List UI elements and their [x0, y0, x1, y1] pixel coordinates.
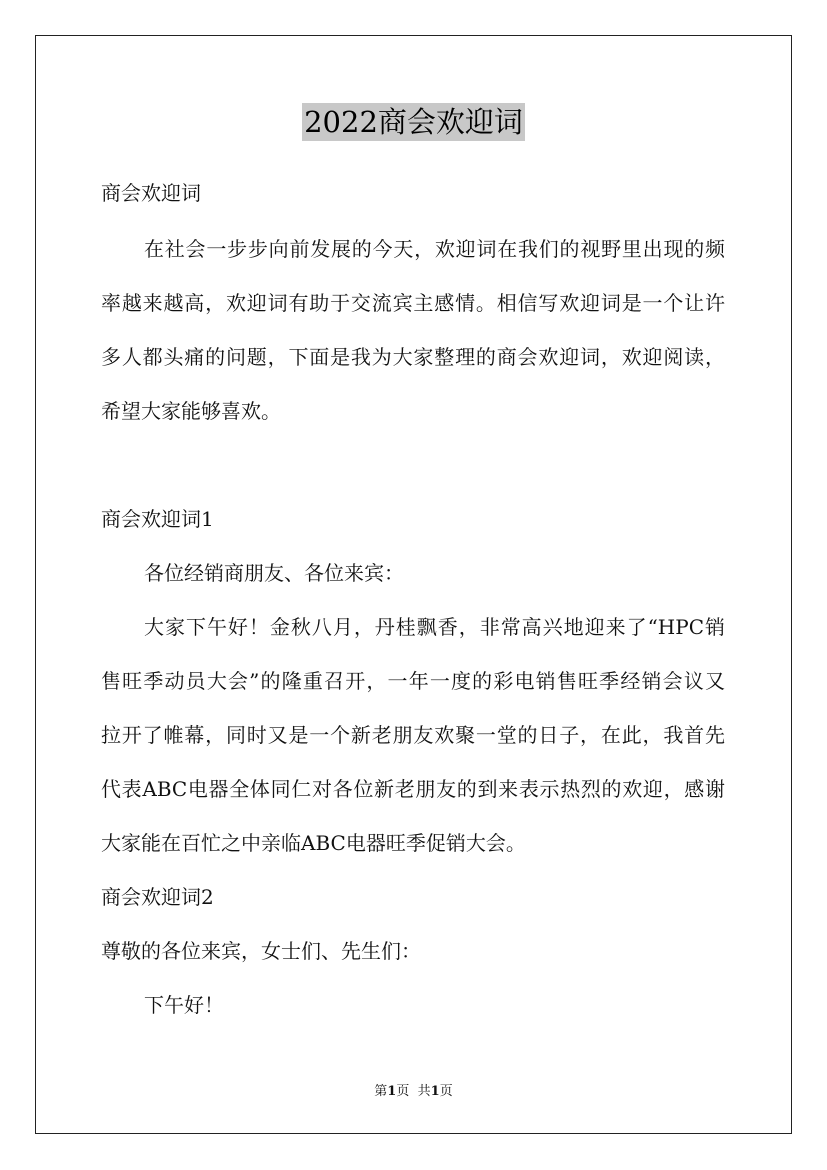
speech-paragraph-line: 大家下午好！金秋八月，丹桂飘香，非常高兴地迎来了“HPC销	[144, 615, 725, 639]
intro-paragraph-line: 多人都头痛的问题，下面是我为大家整理的商会欢迎词，欢迎阅读，	[101, 345, 725, 369]
salutation-1: 各位经销商朋友、各位来宾：	[144, 561, 404, 585]
intro-paragraph-line: 在社会一步步向前发展的今天，欢迎词在我们的视野里出现的频	[144, 237, 725, 261]
document-title: 2022商会欢迎词	[304, 105, 523, 139]
intro-heading: 商会欢迎词	[101, 181, 201, 205]
speech-paragraph-line: 大家能在百忙之中亲临ABC电器旺季促销大会。	[101, 831, 526, 855]
intro-paragraph-line: 率越来越高，欢迎词有助于交流宾主感情。相信写欢迎词是一个让许	[101, 291, 725, 315]
intro-paragraph-line: 希望大家能够喜欢。	[101, 399, 281, 423]
footer-total-number: 1	[430, 1084, 440, 1099]
footer-page-number: 1	[387, 1084, 397, 1099]
speech-paragraph-line: 代表ABC电器全体同仁对各位新老朋友的到来表示热烈的欢迎，感谢	[101, 777, 725, 801]
footer-total-prefix: 共	[417, 1084, 431, 1099]
speech-paragraph-line: 售旺季动员大会”的隆重召开，一年一度的彩电销售旺季经销会议又	[101, 669, 725, 693]
salutation-2: 尊敬的各位来宾，女士们、先生们：	[101, 939, 421, 963]
document-title-wrap	[0, 103, 827, 141]
footer-page-prefix: 第	[374, 1084, 388, 1099]
speech-paragraph-line: 拉开了帷幕，同时又是一个新老朋友欢聚一堂的日子，在此，我首先	[101, 723, 725, 747]
section-heading-1: 商会欢迎词1	[101, 507, 214, 531]
footer-page-suffix: 页	[396, 1084, 410, 1099]
footer-total-suffix: 页	[439, 1084, 453, 1099]
section-heading-2: 商会欢迎词2	[101, 885, 214, 909]
page-footer	[0, 1084, 827, 1100]
greeting-line: 下午好！	[144, 993, 224, 1017]
